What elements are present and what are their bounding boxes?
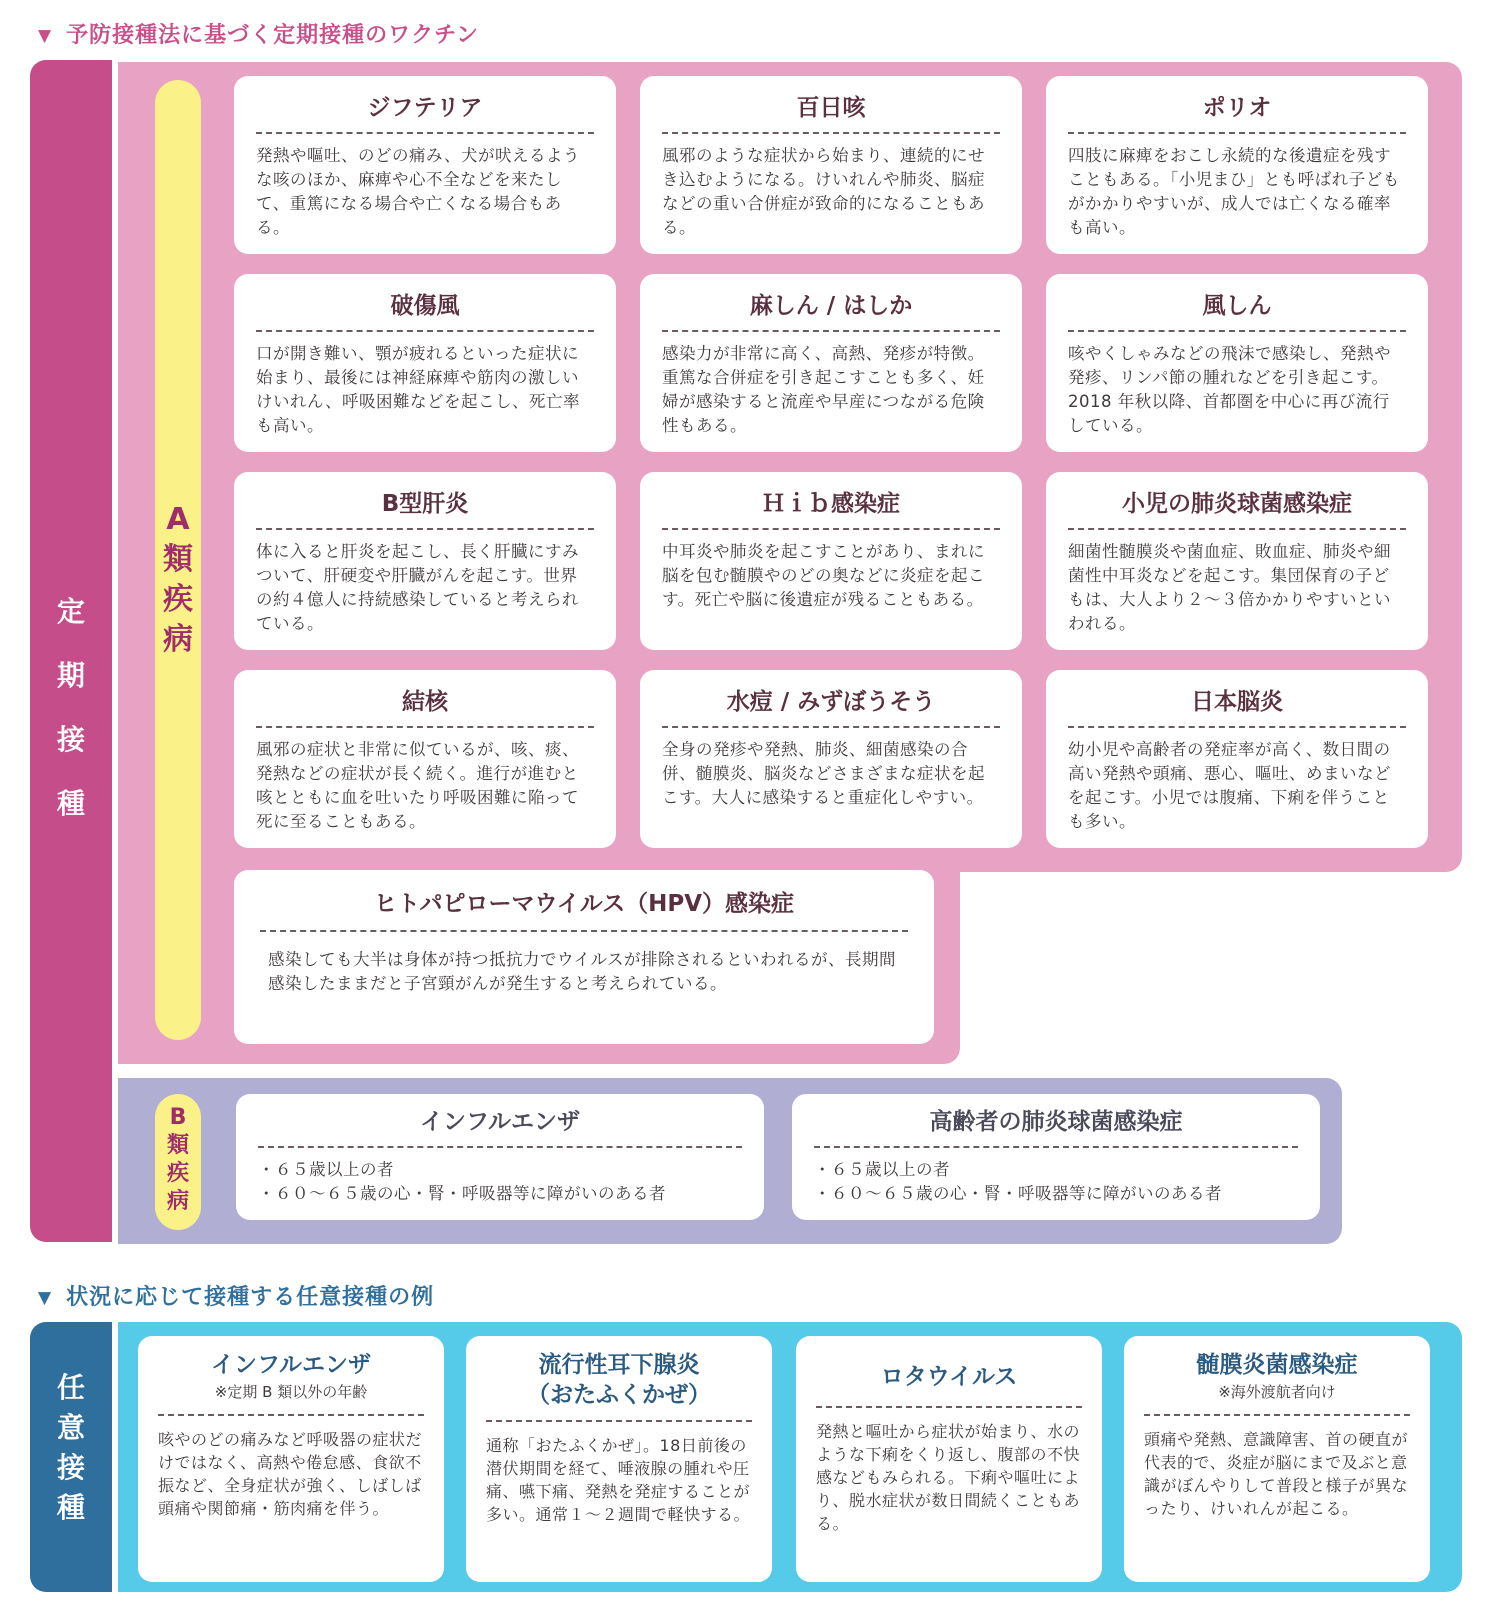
- card-title: 水痘 / みずぼうそう: [726, 689, 936, 715]
- label-char: B: [169, 1105, 187, 1130]
- card-title: 結核: [402, 689, 448, 715]
- card-title: 流行性耳下腺炎 （おたふくかぜ）: [527, 1352, 711, 1408]
- teiki-band: [30, 60, 112, 1242]
- disease-card-pertussis: [640, 76, 1022, 254]
- dashed-divider: [816, 1406, 1082, 1408]
- dashed-divider: [256, 726, 594, 728]
- card-title: インフルエンザ: [419, 1109, 581, 1135]
- teiki-label: [30, 580, 112, 836]
- card-title: 小児の肺炎球菌感染症: [1122, 491, 1352, 517]
- optional-card-rotavirus: [796, 1336, 1102, 1582]
- card-title: ロタウイルス: [880, 1364, 1018, 1390]
- dashed-divider: [1068, 726, 1406, 728]
- card-title: 高齢者の肺炎球菌感染症: [929, 1109, 1183, 1135]
- card-title: 髄膜炎菌感染症: [1196, 1352, 1358, 1378]
- card-title: インフルエンザ: [210, 1352, 372, 1378]
- disease-card-influenza-b: [236, 1094, 764, 1220]
- card-description: 幼小児や高齢者の発症率が高く、数日間の高い発熱や頭痛、悪心、嘔吐、めまいなどを起こす。小児では腹痛、下痢を伴うことも多い。: [1068, 740, 1391, 831]
- card-description: 通称「おたふくかぜ」。18日前後の潜伏期間を経て、唾液腺の腫れや圧痛、嚥下痛、発熱を発症することが多い。通常１～２週間で軽快する。: [486, 1436, 751, 1524]
- dashed-divider: [1144, 1414, 1410, 1416]
- label-char: 接: [56, 1451, 85, 1484]
- label-char: 疾: [163, 582, 193, 617]
- eligibility-line: ・６５歳以上の者: [814, 1160, 950, 1179]
- dashed-divider: [662, 330, 1000, 332]
- dashed-divider: [1068, 330, 1406, 332]
- dashed-divider: [1068, 528, 1406, 530]
- optional-card-meningococcal: [1124, 1336, 1430, 1582]
- disease-card-japanese-encephalitis: [1046, 670, 1428, 848]
- optional-card-mumps: [466, 1336, 772, 1582]
- card-description: 全身の発疹や発熱、肺炎、細菌感染の合併、髄膜炎、脳炎などさまざまな症状を起こす。大人に感染すると重症化しやすい。: [662, 740, 985, 807]
- card-title: Ｈｉｂ感染症: [762, 491, 900, 517]
- card-title: 百日咳: [796, 95, 866, 121]
- card-title: ポリオ: [1202, 95, 1272, 121]
- dashed-divider: [256, 528, 594, 530]
- dashed-divider: [258, 1146, 742, 1148]
- card-description: [258, 1158, 742, 1206]
- label-char: 類: [163, 542, 193, 577]
- card-description: 風邪のような症状から始まり、連続的にせき込むようになる。けいれんや肺炎、脳症などの重い合併症が致命的になることもある。: [662, 146, 985, 237]
- dashed-divider: [1068, 132, 1406, 134]
- card-title: 風しん: [1202, 293, 1272, 319]
- nini-band: [30, 1322, 112, 1592]
- eligibility-line: ・６５歳以上の者: [258, 1160, 394, 1179]
- triangle-down-icon: ▼: [38, 26, 53, 46]
- card-title: 日本脳炎: [1191, 689, 1283, 715]
- card-title: ジフテリア: [367, 95, 483, 121]
- label-char: A: [166, 502, 190, 537]
- label-char: 病: [163, 622, 193, 657]
- disease-card-diphtheria: [234, 76, 616, 254]
- label-char: 定: [56, 595, 85, 628]
- heading-text: 予防接種法に基づく定期接種のワクチン: [66, 23, 479, 48]
- card-description: 中耳炎や肺炎を起こすことがあり、まれに脳を包む髄膜やのどの奥などに炎症を起こす。死亡や脳に後遺症が残ることもある。: [662, 542, 985, 609]
- dashed-divider: [158, 1414, 424, 1416]
- card-description: 口が開き難い、顎が疲れるといった症状に始まり、最後には神経麻痺や筋肉の激しいけいれん、呼吸困難などを起こし、死亡率も高い。: [256, 344, 580, 435]
- label-char: 期: [56, 659, 85, 692]
- label-char: 種: [56, 787, 85, 820]
- dashed-divider: [662, 132, 1000, 134]
- disease-card-tuberculosis: [234, 670, 616, 848]
- disease-card-elderly-pneumococcal: [792, 1094, 1320, 1220]
- dashed-divider: [256, 132, 594, 134]
- eligibility-line: ・６０～６５歳の心・腎・呼吸器等に障がいのある者: [258, 1184, 666, 1203]
- disease-card-hpv: [234, 870, 934, 1044]
- disease-card-pediatric-pneumococcal: [1046, 472, 1428, 650]
- label-char: 種: [56, 1491, 85, 1524]
- label-char: 疾: [166, 1161, 189, 1186]
- card-title: 破傷風: [390, 293, 460, 319]
- nini-label: [30, 1368, 112, 1528]
- card-description: 咳やくしゃみなどの飛沫で感染し、発熱や発疹、リンパ節の腫れなどを引き起こす。2018 年秋以降、首都圏を中心に再び流行している。: [1068, 344, 1391, 435]
- card-note: ※海外渡航者向け: [1218, 1383, 1336, 1401]
- card-description: 感染しても大半は身体が持つ抵抗力でウイルスが排除されるといわれるが、長期間感染したままだと子宮頸がんが発生すると考えられている。: [268, 950, 897, 993]
- card-description: 感染力が非常に高く、高熱、発疹が特徴。重篤な合併症を引き起こすことも多く、妊婦が感染すると流産や早産につながる危険性もある。: [662, 344, 985, 435]
- card-description: 咳やのどの痛みなど呼吸器の症状だけではなく、高熱や倦怠感、食欲不振など、全身症状が強く、しばしば頭痛や関節痛・筋肉痛を伴う。: [158, 1430, 423, 1518]
- dashed-divider: [814, 1146, 1298, 1148]
- card-description: [814, 1158, 1298, 1206]
- dashed-divider: [486, 1420, 752, 1422]
- disease-card-tetanus: [234, 274, 616, 452]
- label-char: 接: [56, 723, 85, 756]
- category-b-label: [155, 1094, 201, 1230]
- card-description: 頭痛や発熱、意識障害、首の硬直が代表的で、炎症が脳にまで及ぶと意識がぼんやりして普段と様子が異なったり、けいれんが起こる。: [1144, 1430, 1409, 1518]
- card-description: 発熱と嘔吐から症状が始まり、水のような下痢をくり返し、腹部の不快感などもみられる。下痢や嘔吐により、脱水症状が数日間続くこともある。: [816, 1422, 1081, 1533]
- section-heading-optional: [38, 1280, 434, 1311]
- disease-card-measles: [640, 274, 1022, 452]
- dashed-divider: [662, 726, 1000, 728]
- card-title: ヒトパピローマウイルス（HPV）感染症: [373, 891, 795, 917]
- triangle-down-icon: ▼: [38, 1288, 53, 1308]
- card-description: 体に入ると肝炎を起こし、長く肝臓にすみついて、肝硬変や肝臓がんを起こす。世界の約４億人に持続感染していると考えられている。: [256, 542, 579, 633]
- disease-card-rubella: [1046, 274, 1428, 452]
- disease-card-hepatitis-b: [234, 472, 616, 650]
- card-description: 四肢に麻痺をおこし永続的な後遺症を残すこともある。「小児まひ」とも呼ばれ子どもがかかりやすいが、成人では亡くなる確率も高い。: [1068, 146, 1400, 237]
- section-heading-regular: [38, 18, 479, 49]
- eligibility-line: ・６０～６５歳の心・腎・呼吸器等に障がいのある者: [814, 1184, 1222, 1203]
- label-char: 類: [166, 1133, 189, 1158]
- card-title: B型肝炎: [381, 491, 469, 517]
- dashed-divider: [662, 528, 1000, 530]
- card-title: 麻しん / はしか: [749, 293, 913, 319]
- card-description: 細菌性髄膜炎や菌血症、敗血症、肺炎や細菌性中耳炎などを起こす。集団保育の子どもは、大人より２～３倍かかりやすいといわれる。: [1068, 542, 1391, 633]
- dashed-divider: [260, 930, 908, 932]
- card-note: ※定期 B 類以外の年齢: [214, 1383, 368, 1401]
- card-description: 風邪の症状と非常に似ているが、咳、痰、発熱などの症状が長く続く。進行が進むと咳とともに血を吐いたり呼吸困難に陥って死に至ることもある。: [256, 740, 579, 831]
- disease-card-hib: [640, 472, 1022, 650]
- optional-card-influenza: [138, 1336, 444, 1582]
- category-a-label: [155, 80, 201, 1040]
- label-char: 病: [166, 1189, 189, 1214]
- dashed-divider: [256, 330, 594, 332]
- disease-card-polio: [1046, 76, 1428, 254]
- disease-card-varicella: [640, 670, 1022, 848]
- card-description: 発熱や嘔吐、のどの痛み、犬が吠えるような咳のほか、麻痺や心不全などを来たして、重篤になる場合や亡くなる場合もある。: [256, 146, 580, 237]
- label-char: 任: [56, 1371, 85, 1404]
- heading-text: 状況に応じて接種する任意接種の例: [66, 1285, 435, 1310]
- label-char: 意: [56, 1411, 85, 1444]
